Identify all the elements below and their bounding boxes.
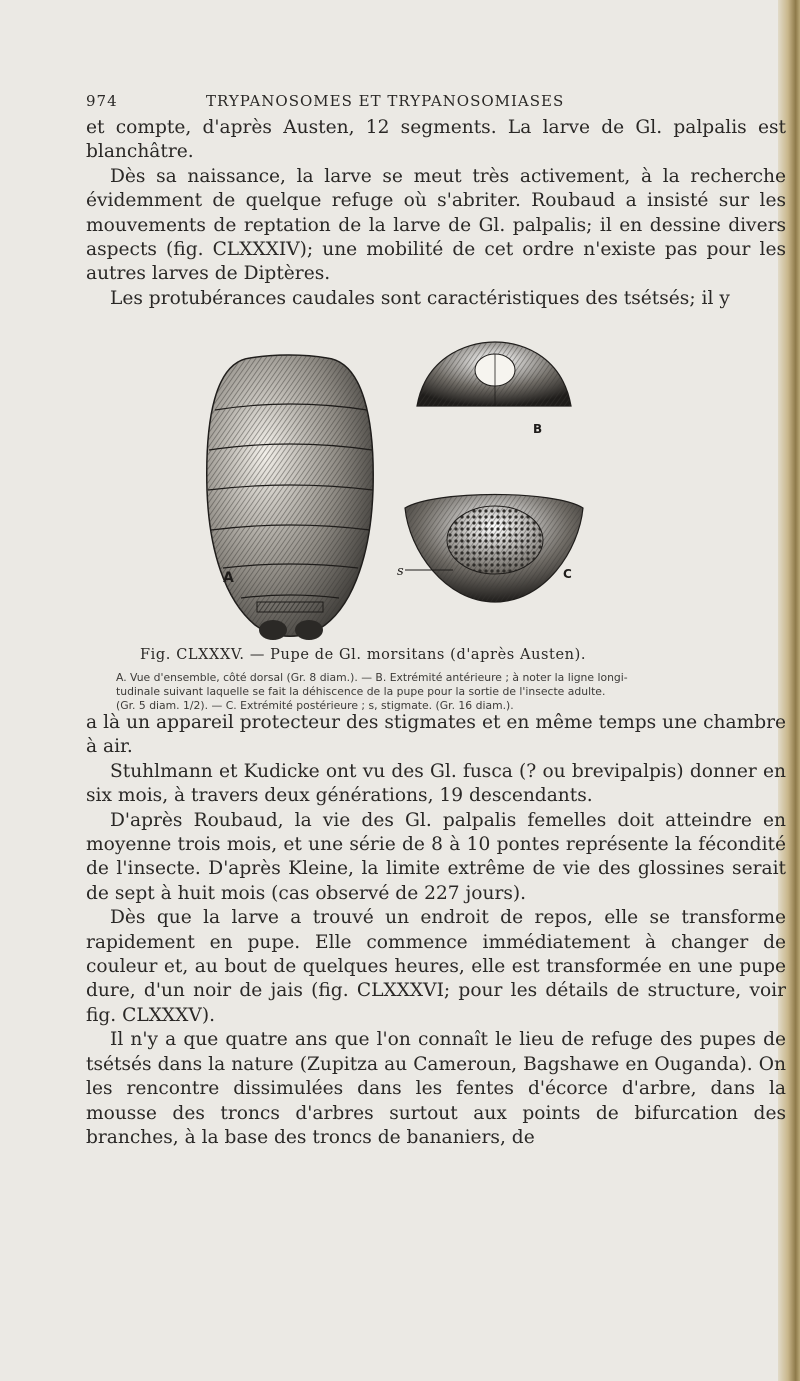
paragraph: Dès sa naissance, la larve se meut très activement, à la recherche évidemment de quelque refuge où s'abriter. Roubaud a insisté sur les mouvements de reptation de la larve de Gl. palpalis; il en dessine divers aspects (fig. CLXXXIV); une mobilité de cet ordre n'existe pas pour les autres larves de Diptères. [86,165,786,285]
figure-caption-body [116,671,788,713]
paragraph: et compte, d'après Austen, 12 segments. La larve de Gl. palpalis est blanchâtre. [86,117,786,163]
page-number: 974 [86,92,118,110]
paragraph: Dès que la larve a trouvé un endroit de repos, elle se transforme rapidement en pupe. Elle commence immédiatement à changer de couleur et, au bout de quelques heures, elle est transformée en une pupe dure, d'un noir de jais (fig. CLXXXVI; pour les détails de structure, voir fig. CLXXXV). [86,907,786,1026]
label-c: C [563,567,572,581]
caption-line: A. Vue d'ensemble, côté dorsal (Gr. 8 diam.). — B. Extrémité antérieure ; à noter la ligne longi- [116,671,628,684]
pupa-b [417,342,571,436]
pupa-c [397,495,583,603]
figure-caption-title: Fig. CLXXXV. — Pupe de Gl. morsitans (d'après Austen). [140,647,587,663]
caption-line: tudinale suivant laquelle se fait la déhiscence de la pupe pour la sortie de l'insecte adulte. [116,685,606,698]
running-title: TRYPANOSOMES ET TRYPANOSOMIASES [206,92,565,110]
text-block-bottom [86,711,786,1150]
paragraph: a là un appareil protecteur des stigmates et en même temps une chambre à air. [86,712,786,758]
paragraph: Il n'y a que quatre ans que l'on connaît le lieu de refuge des pupes de tsétsés dans la nature (Zupitza au Cameroun, Bagshawe en Ouganda). On les rencontre dissimulées dans les fentes d'écorce d'arbre, dans la mousse des troncs d'arbres surtout aux points de bifurcation des branches, à la base des troncs de bananiers, de [86,1029,786,1148]
paragraph: Les protubérances caudales sont caractéristiques des tsétsés; il y [110,287,730,309]
pupa-a [207,355,373,640]
label-a: A [223,570,234,586]
figure-pupa-illustration [195,340,615,640]
text-block-top [86,116,786,311]
pupa-engraving [195,340,615,640]
label-b: B [533,422,543,436]
caption-line: (Gr. 5 diam. 1/2). — C. Extrémité postérieure ; s, stigmate. (Gr. 16 diam.). [116,699,514,712]
label-s: s [397,564,404,579]
paragraph: D'après Roubaud, la vie des Gl. palpalis femelles doit atteindre en moyenne trois mois, et une série de 8 à 10 pontes représente la fécondité de l'insecte. D'après Kleine, la limite extrême de vie des glossines serait de sept à huit mois (cas observé de 227 jours). [86,809,786,904]
paragraph: Stuhlmann et Kudicke ont vu des Gl. fusca (? ou brevipalpis) donner en six mois, à travers deux générations, 19 descendants. [86,760,786,807]
